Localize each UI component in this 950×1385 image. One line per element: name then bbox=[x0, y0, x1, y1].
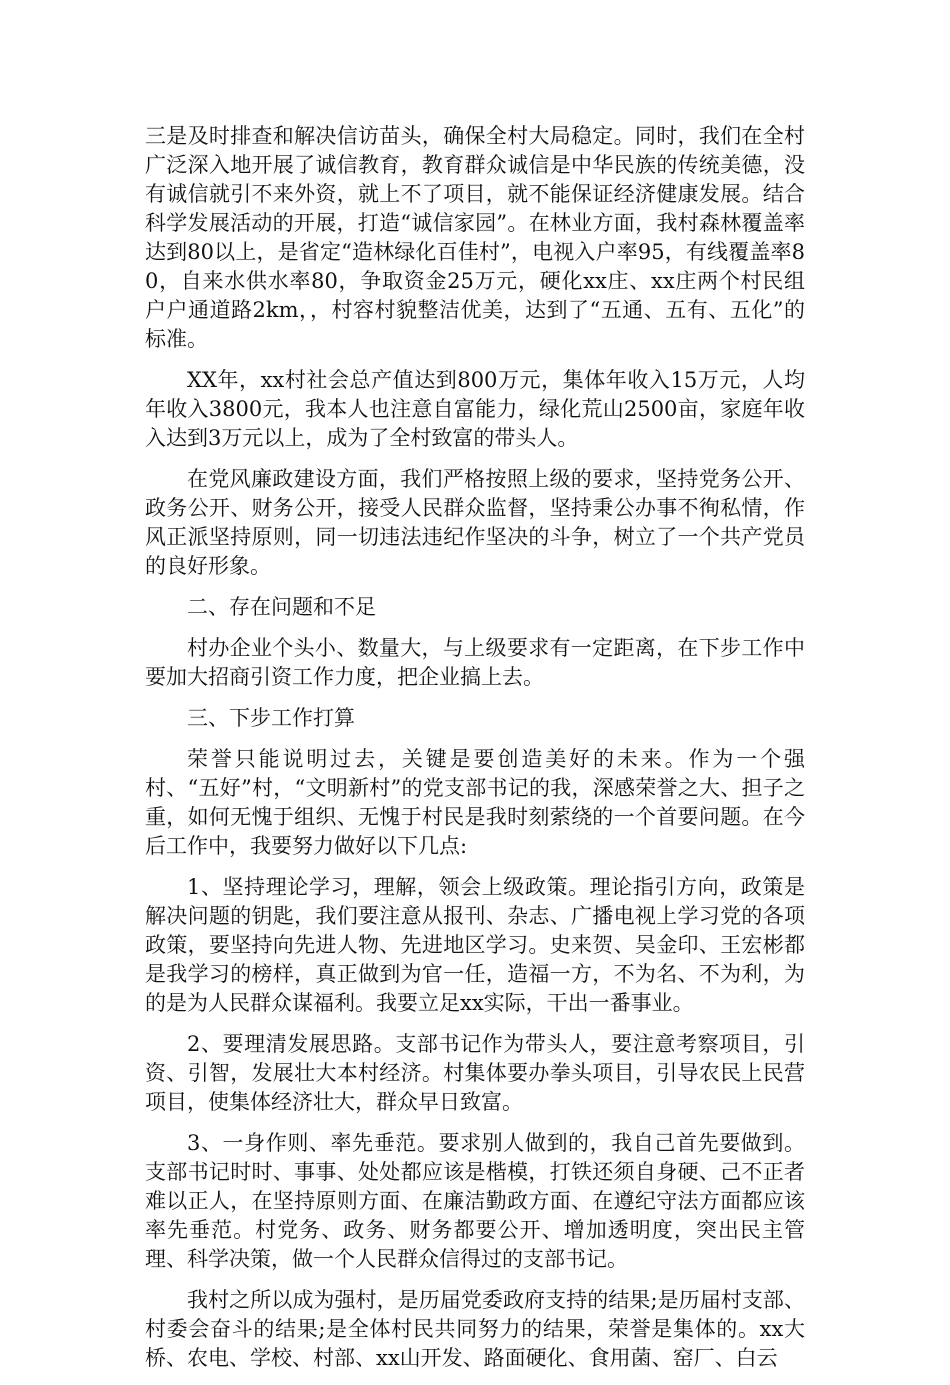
section-heading-2: 二、存在问题和不足 bbox=[187, 595, 376, 619]
paragraph-1: 三是及时排查和解决信访苗头，确保全村大局稳定。同时，我们在全村广泛深入地开展了诚信教育，教育群众诚信是中华民族的传统美德，没有诚信就引不来外资，就上不了项目，就不能保证经济健康发展。结合科学发展活动的开展，打造“诚信家园”。在林业方面，我村森林覆盖率达到80以上，是省定“造林绿化百佳村”，电视入户率95，有线覆盖率80，自来水供水率80，争取资金25万元，硬化xx庄、xx庄两个村民组户户通道路2km，，村容村貌整洁优美，达到了“五通、五有、五化”的标准。 bbox=[145, 124, 805, 351]
paragraph-9: 我村之所以成为强村，是历届党委政府支持的结果;是历届村支部、村委会奋斗的结果;是全体村民共同努力的结果，荣誉是集体的。xx大桥、农电、学校、村部、xx山开发、路面硬化、食用菌、窑厂、白云 bbox=[145, 1288, 805, 1370]
section-heading-3: 三、下步工作打算 bbox=[187, 706, 355, 730]
paragraph-8: 3、一身作则、率先垂范。要求别人做到的，我自己首先要做到。支部书记时时、事事、处处都应该是楷模，打铁还须自身硬、己不正者难以正人，在坚持原则方面、在廉洁勤政方面、在遵纪守法方面都应该率先垂范。村党务、政务、财务都要公开、增加透明度，突出民主管理、科学决策，做一个人民群众信得过的支部书记。 bbox=[145, 1131, 805, 1271]
paragraph-2: XX年，xx村社会总产值达到800万元，集体年收入15万元，人均年收入3800元，我本人也注意自富能力，绿化荒山2500亩，家庭年收入达到3万元以上，成为了全村致富的带头人。 bbox=[145, 368, 805, 450]
paragraph-6: 1、坚持理论学习，理解，领会上级政策。理论指引方向，政策是解决问题的钥匙，我们要注意从报刊、杂志、广播电视上学习党的各项政策，要坚持向先进人物、先进地区学习。史来贺、吴金印、王宏彬都是我学习的榜样，真正做到为官一任，造福一方，不为名、不为利，为的是为人民群众谋福利。我要立足xx实际，干出一番事业。 bbox=[145, 875, 805, 1015]
paragraph-4: 村办企业个头小、数量大，与上级要求有一定距离，在下步工作中要加大招商引资工作力度，把企业搞上去。 bbox=[145, 636, 805, 689]
document-body bbox=[145, 122, 805, 1385]
paragraph-5: 荣誉只能说明过去，关键是要创造美好的未来。作为一个强村、“五好”村，“文明新村”的党支部书记的我，深感荣誉之大、担子之重，如何无愧于组织、无愧于村民是我时刻萦绕的一个首要问题。在今后工作中，我要努力做好以下几点: bbox=[145, 747, 805, 858]
paragraph-3: 在党风廉政建设方面，我们严格按照上级的要求，坚持党务公开、政务公开、财务公开，接受人民群众监督，坚持秉公办事不徇私情，作风正派坚持原则，同一切违法违纪作坚决的斗争，树立了一个共产党员的良好形象。 bbox=[145, 467, 805, 578]
paragraph-7: 2、要理清发展思路。支部书记作为带头人，要注意考察项目，引资、引智，发展壮大本村经济。村集体要办拳头项目，引导农民上民营项目，使集体经济壮大，群众早日致富。 bbox=[145, 1032, 805, 1114]
